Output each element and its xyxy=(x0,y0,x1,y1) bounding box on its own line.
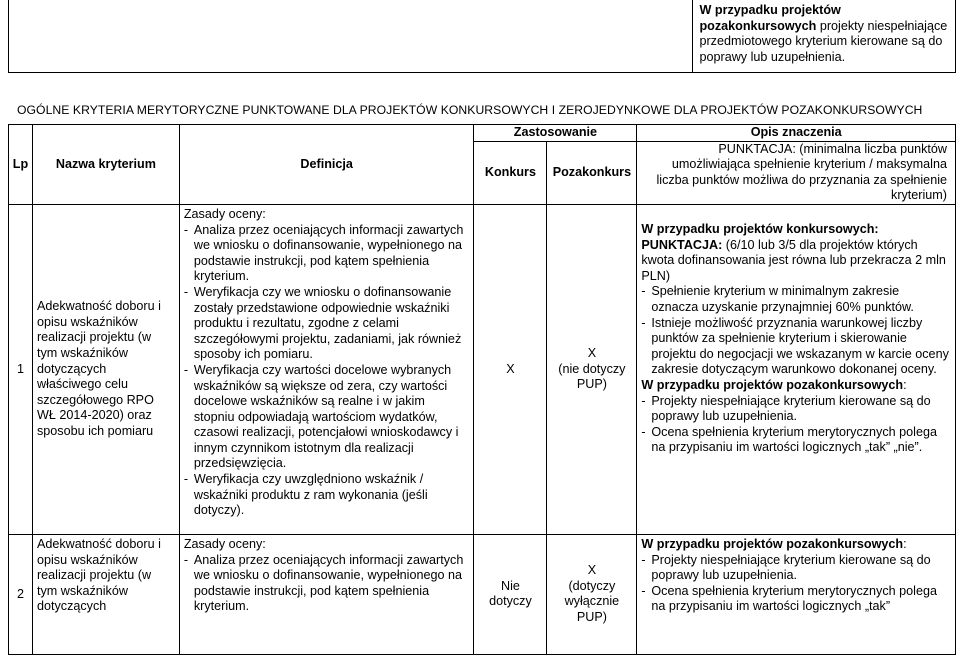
row1-def-intro: Zasady oceny: xyxy=(183,206,266,221)
row2-pozakonkurs: X (dotyczy wyłącznie PUP) xyxy=(547,534,637,654)
header-meaning-sub: PUNKTACJA: (minimalna liczba punktów umożliwiająca spełnienie kryterium / maksymalna liczba punktów możliwa do przyznania za spełnienie kryterium) xyxy=(637,141,956,204)
list-item: - Spełnienie kryterium w minimalnym zakresie oznacza uzyskanie przynajmniej 60% punktów. xyxy=(641,284,949,315)
list-item: - Projekty niespełniające kryterium kierowane są do poprawy lub uzupełnienia. xyxy=(641,553,949,584)
row2-def-intro: Zasady oceny: xyxy=(183,536,266,551)
row1-konkurs: X xyxy=(474,204,547,534)
list-item: - Istnieje możliwość przyznania warunkowej liczby punktów za spełnienie kryterium i skierowanie projektu do negocjacji we wskazanym w karcie oceny zakresie dotyczącym warunkowo dokonanej oceny. xyxy=(641,316,949,378)
row2-m-list2 xyxy=(641,553,949,615)
row1-m-list1 xyxy=(641,284,949,378)
row2-definition xyxy=(179,534,474,654)
colon: : xyxy=(903,377,907,392)
header-lp: Lp xyxy=(9,125,33,205)
row1-m-list2 xyxy=(641,394,949,456)
header-name: Nazwa kryterium xyxy=(32,125,179,205)
empty-cell xyxy=(9,0,693,73)
top-note-bold1: W przypadku projektów xyxy=(699,3,841,17)
table-row xyxy=(9,534,956,654)
row2-name: Adekwatność doboru i opisu wskaźników realizacji projektu (w tym wskaźników dotyczących xyxy=(32,534,179,654)
row1-meaning xyxy=(637,204,956,534)
row1-m-head2: W przypadku projektów pozakonkursowych xyxy=(641,377,904,392)
row1-def-list xyxy=(184,223,468,519)
row1-lp: 1 xyxy=(9,204,33,534)
row2-lp: 2 xyxy=(9,534,33,654)
list-item: - Weryfikacja czy wartości docelowe wybranych wskaźników są większe od zera, czy wartości docelowe wskaźników są realne i w jakim stopniu odpowiadają wartościom wydatków, czasowi realizacji, potencjałowi wnioskodawcy i innym czynnikom istotnym dla realizacji przedsięwzięcia. xyxy=(184,363,468,472)
list-item: - Analiza przez oceniających informacji zawartych we wniosku o dofinansowanie, wypełnionego na podstawie instrukcji, pod kątem spełnienia kryterium. xyxy=(184,553,468,615)
header-konkurs: Konkurs xyxy=(474,141,547,204)
table-row xyxy=(9,204,956,534)
list-item: - Ocena spełnienia kryterium merytorycznych polega na przypisaniu im wartości logicznych „tak” „nie”. xyxy=(641,425,949,456)
row1-m-head1: W przypadku projektów konkursowych: xyxy=(641,221,879,236)
header-definition: Definicja xyxy=(179,125,474,205)
list-item: - Weryfikacja czy uwzględniono wskaźnik / wskaźniki produktu z ram wykonania (jeśli dotyczy). xyxy=(184,472,468,519)
header-application: Zastosowanie xyxy=(474,125,637,142)
row1-definition xyxy=(179,204,474,534)
row1-punkt-label: PUNKTACJA: xyxy=(641,237,723,252)
row2-m-head2: W przypadku projektów pozakonkursowych xyxy=(641,536,904,551)
top-note-bold2: pozakonkursowych xyxy=(699,18,817,33)
header-pozakonkurs: Pozakonkurs xyxy=(547,141,637,204)
row1-pozakonkurs: X (nie dotyczy PUP) xyxy=(547,204,637,534)
top-continuation-table xyxy=(8,0,956,73)
row1-punkt-text: (6/10 lub 3/5 dla projektów których kwota dofinansowania jest równa lub przekracza 2 mln PLN) xyxy=(641,237,946,283)
header-meaning: Opis znaczenia xyxy=(637,125,956,142)
list-item: - Projekty niespełniające kryterium kierowane są do poprawy lub uzupełnienia. xyxy=(641,394,949,425)
list-item: - Ocena spełnienia kryterium merytorycznych polega na przypisaniu im wartości logicznych „tak” xyxy=(641,584,949,615)
row2-meaning xyxy=(637,534,956,654)
colon: : xyxy=(903,536,907,551)
criteria-table xyxy=(8,124,956,655)
row1-name: Adekwatność doboru i opisu wskaźników realizacji projektu (w tym wskaźników dotyczących właściwego celu szczegółowego RPO WŁ 2014-2020) oraz sposobu ich pomiaru xyxy=(32,204,179,534)
row2-def-list xyxy=(184,553,468,615)
top-note-cell xyxy=(693,0,956,73)
top-note-rest: projekty niespełniające przedmiotowego kryterium kierowane są do poprawy lub uzupełnienia. xyxy=(699,18,948,64)
section-title: OGÓLNE KRYTERIA MERYTORYCZNE PUNKTOWANE DLA PROJEKTÓW KONKURSOWYCH I ZEROJEDYNKOWE DLA PROJEKTÓW POZAKONKURSOWYCH xyxy=(17,103,923,117)
row2-konkurs: Nie dotyczy xyxy=(474,534,547,654)
list-item: - Analiza przez oceniających informacji zawartych we wniosku o dofinansowanie, wypełnionego na podstawie instrukcji, pod kątem spełnienia kryterium. xyxy=(184,223,468,285)
list-item: - Weryfikacja czy we wniosku o dofinansowanie zostały przedstawione odpowiednie wskaźniki produktu i rezultatu, zgodne z celami szczegółowymi projektu, zadaniami, jak również sposoby ich pomiaru. xyxy=(184,285,468,363)
